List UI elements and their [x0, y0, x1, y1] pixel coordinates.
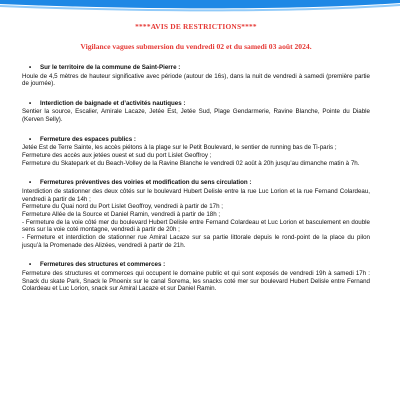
section-road-closures: [22, 179, 370, 249]
notice-title: ****AVIS DE RESTRICTIONS****: [135, 22, 257, 31]
body-line: Fermeture du Skatepark et du Beach-Volley de la Ravine Blanche le vendredi 02 août à 20h jusqu’au dimanche matin à 7h.: [22, 159, 360, 167]
body-line: Fermeture Allée de la Source et Daniel Ramin, vendredi à partir de 18h ;: [22, 210, 221, 218]
section-heading: [29, 64, 370, 71]
section-body: [22, 188, 370, 250]
section-structures: [22, 261, 370, 293]
bullet-icon: •: [29, 135, 32, 143]
bullet-icon: •: [29, 179, 32, 187]
section-body: [22, 73, 370, 88]
body-line: Sentier la source, Escalier, Amirale Lacaze, Jetée Est, Jetée Sud, Plage Gendarmerie, Ravine Blanche, Pointe du Diable (Kerven Selly).: [22, 108, 370, 124]
section-heading-text: Fermeture des espaces publics :: [40, 135, 136, 143]
vigilance-heading: Vigilance vagues submersion du vendredi 02 et du samedi 03 août 2024.: [80, 42, 312, 51]
section-public-spaces: [22, 136, 370, 168]
body-line: Fermeture du Quai nord du Port Lislet Geoffroy, vendredi à partir de 17h ;: [22, 203, 223, 211]
section-bathing-ban: [22, 100, 370, 124]
section-body: [22, 144, 370, 167]
header-wave-decoration: [0, 0, 400, 16]
section-body: [22, 108, 370, 123]
body-line: - Fermeture de la voie côté mer du boulevard Hubert Delisle entre Fernand Colardeau et Luc Lorion et basculement en double sens sur la voie coté montagne, vendredi à partir de 20h ;: [22, 218, 370, 234]
bullet-icon: •: [29, 99, 32, 107]
section-heading: [29, 99, 370, 107]
section-heading-text: Fermetures préventives des voiries et modification du sens circulation :: [40, 179, 252, 187]
section-heading: [29, 179, 370, 187]
section-territory: [22, 64, 370, 88]
body-line: Jetée Est de Terre Sainte, les accès piétons à la plage sur le Petit Boulevard, le sentier de running bas de Ti-paris ;: [22, 144, 337, 152]
section-heading-text: Fermetures des structures et commerces :: [40, 261, 166, 269]
body-line: Fermeture des accès aux jetées ouest et sud du port Lislet Geoffroy ;: [22, 151, 212, 159]
section-heading: [29, 135, 370, 143]
section-body: [22, 270, 370, 293]
body-line: Interdiction de stationner des deux côtés sur le boulevard Hubert Delisle entre la rue Luc Lorion et la rue Fernand Colardeau, vendredi à partir de 14h ;: [22, 187, 370, 203]
section-heading-text: Interdiction de baignade et d’activités nautiques :: [40, 99, 186, 107]
body-line: Houle de 4,5 mètres de hauteur significative avec période (autour de 16s), dans la nuit de vendredi à samedi (première partie de journée).: [22, 72, 370, 88]
body-line: - Fermeture et interdiction de stationner rue Amiral Lacaze sur sa partie littorale depuis le rond-point de la place du pilon jusqu’à la Promenade des Alizées, vendredi à partir de 21h.: [22, 233, 370, 249]
body-line: Fermeture des structures et commerces qui occupent le domaine public et qui sont exposés de vendredi 19h à samedi 17h : Snack du skate Park, Snack le Phoenix sur le canal Sorema, les snacks coté mer sur boulevard Hubert Delisle entre Fernand Colardeau et Luc Lorion, snack sur Amiral Lacaze et sur Daniel Ramin.: [22, 269, 370, 293]
bullet-icon: •: [29, 261, 32, 269]
section-heading: [29, 261, 370, 269]
section-heading-text: Sur le territoire de la commune de Saint-Pierre :: [40, 64, 181, 71]
bullet-icon: •: [29, 64, 32, 71]
restriction-notice: [22, 22, 370, 305]
